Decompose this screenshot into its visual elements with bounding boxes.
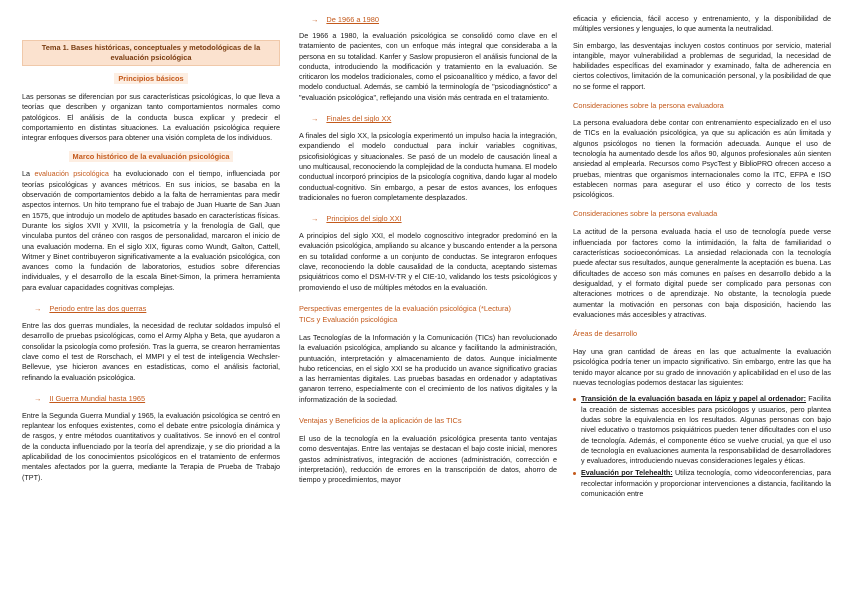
- paragraph-ii-guerra: Entre la Segunda Guerra Mundial y 1965, la evaluación psicológica se centró en replantear los enfoques existentes, como el debate entre psicología dinámica y de rasgos, y entre métodos cuantitativos y cualitativos. Se innovó en el control de la conducta influenciado por la teoría del aprendizaje, y se dio prioridad a la aplicabilidad de los conocimientos psicológicos en el tratamiento de enfermos mentales afectados por la guerra, mediante la Terapia de Prueba de Trabajo (TPT).: [22, 410, 280, 482]
- heading-persona-evaluadora: Consideraciones sobre la persona evaluadora: [573, 101, 724, 111]
- heading-1966-1980: → De 1966 a 1980: [311, 15, 379, 24]
- paragraph-desventajas: Sin embargo, las desventajas incluyen costos continuos por servicio, material intangible, mayor vulnerabilidad a problemas de seguridad, la necesidad de habilidades específicas del examinador y examinado, falta de adherencia en ciertos colectivos, limitación de la comunicación personal, y la posibilidad de que no se forme el rapport.: [573, 40, 831, 91]
- heading-finales-siglo-xx: → Finales del siglo XX: [311, 114, 392, 124]
- topic-title: Tema 1. Bases históricas, conceptuales y metodológicas de la evaluación psicológica: [22, 40, 280, 66]
- heading-areas-desarrollo: Áreas de desarrollo: [573, 329, 638, 339]
- paragraph-ventajas-cont: eficacia y eficiencia, fácil acceso y entrenamiento, y la disponibilidad de múltiples versiones y lenguajes, lo que aumenta la neutralidad.: [573, 14, 831, 34]
- list-item: Transición de la evaluación basada en lápiz y papel al ordenador: Facilita la creación de sistemas accesibles para psicólogos y usuarios, pero plantea dudas sobre la equivalencia en los resultados. Algunas personas con bajo nivel educativo o trastornos psiquiátricos pueden tener dificultades con el uso de tecnología. Además, el componente ético se vuelve crucial, ya que el uso de tecnología en evaluaciones aumenta la responsabilidad de desarrolladores y evaluadores, introduciendo nuevas consideraciones legales y éticas.: [573, 394, 831, 466]
- paragraph-persona-evaluada: La actitud de la persona evaluada hacia el uso de tecnología puede verse influenciada por factores como la intimidación, la falta de familiaridad o características socioeconómicas. La ansiedad relacionada con la tecnología puede afectar sus resultados, aunque generalmente la aceptación es buena. Las dificultades de acceso son más comunes en países en desarrollo debido a la desigualdad, y el formato digital puede ser complicado para personas con alteraciones motrices o de aprendizaje. No obstante, la tecnología puede aumentar la motivación en personas con baja disposición, haciendo las evaluaciones más accesibles y atractivas.: [573, 227, 831, 319]
- heading-entre-guerras: → Periodo entre las dos guerras: [34, 304, 147, 314]
- column-right: [573, 0, 831, 599]
- heading-persona-evaluada: Consideraciones sobre la persona evaluada: [573, 209, 718, 219]
- heading-perspectivas: Perspectivas emergentes de la evaluación psicológica (*Lectura): [299, 303, 511, 313]
- arrow-icon: →: [34, 393, 42, 403]
- paragraph-entre-guerras: Entre las dos guerras mundiales, la necesidad de reclutar soldados impulsó el desarrollo de pruebas psicológicas, como el Army Alpha y Beta, que ayudaron a consolidar la psicología como profesión. Tras la guerra, se crearon herramientas clave como el test de Rorschach, el MMPI y el test de inteligencia Wechsler-Bellevue, yse hicieron avances en estadísticas, como el análisis factorial, refinando la evaluación psicológica.: [22, 321, 280, 382]
- heading-principios: Principios básicos: [114, 73, 187, 84]
- heading-ventajas: Ventajas y Beneficios de la aplicación de las TICs: [299, 416, 462, 426]
- paragraph-persona-evaluadora: La persona evaluadora debe contar con entrenamiento especializado en el uso de TICs en la evaluación psicológica, ya que su aplicación es aún limitada y algunos psicólogos no tienen la formación adecuada. Aunque el uso de tecnología ha aumentado desde los años 90, algunos profesionales aún sienten ansiedad al emplearla. Recursos como PsycTest y BiblioPRO ofrecen acceso a pruebas, mientras que organismos internacionales como la ITC, EFPA e ISO establecen normas para asegurar el uso ético y correcto de los tests psicológicos.: [573, 118, 831, 200]
- paragraph-areas-desarrollo: Hay una gran cantidad de áreas en las que actualmente la evaluación psicológica podría tener un impacto significativo. Sin embargo, entre las que ha tenido mayor alcance por su grado de innovación y aplicabilidad en el uso de las nuevas tecnologías podemos destacar las siguientes:: [573, 347, 831, 388]
- paragraph-tics: Las Tecnologías de la Información y la Comunicación (TICs) han revolucionado la evaluación psicológica, ampliando su alcance y facilitando la administración, puntuación, interpretación y almacenamiento de datos. Aunque inicialmente hubo reticencias, en el siglo XXI se ha producido un avance significativo gracias a las herramientas digitales. Las pruebas basadas en ordenador y adaptativas ganaron terreno, especialmente con el crecimiento de los nativos digitales y la informatización de la sociedad.: [299, 332, 557, 404]
- heading-tics: TICs y Evaluación psicológica: [299, 314, 398, 324]
- heading-marco-historico: Marco histórico de la evaluación psicológica: [69, 151, 234, 162]
- paragraph-siglo-xxi: A principios del siglo XXI, el modelo cognoscitivo integrador predominó en la evaluación psicológica, ampliando su alcance y buscando entender a la persona en su totalidad conforme a un conjunto de conductas. Se integraron enfoques clave, reconociendo la doble causalidad de la conducta, aceptando sistemas psiquiátricos como el DSM-IV-TR y el CIE-10, validando los tests psicológicos y promoviendo el uso de múltiples métodos en la evaluación.: [299, 231, 557, 292]
- paragraph-principios: Las personas se diferencian por sus características psicológicas, lo que lleva a teorías que describen y organizan tanto comportamientos normales como patológicos. El análisis de la conducta busca explicar y predecir el comportamiento en distintas situaciones. La evaluación psicológica requiere integrar enfoques diversos para obtener una visión completa de los individuos.: [22, 92, 280, 143]
- heading-siglo-xxi: → Principios del siglo XXI: [311, 214, 402, 224]
- list-item: Evaluación por Telehealth: Utiliza tecnología, como videoconferencias, para recolectar información y proporcionar intervenciones a distancia, facilitando la comunicación entre: [573, 468, 831, 499]
- arrow-icon: →: [311, 114, 319, 124]
- paragraph-ventajas: El uso de la tecnología en la evaluación psicológica presenta tanto ventajas como desventajas. Entre las ventajas se destacan el bajo coste inicial, menores gastos administrativos, integración de acciones (administración, corrección e interpretación), reducción de errores en la transcripción de datos, ahorro de tiempo y procedimientos, mayor: [299, 434, 557, 485]
- highlight-term: evaluación psicológica: [34, 169, 109, 179]
- paragraph-finales-siglo-xx: A finales del siglo XX, la psicología experimentó un impulso hacia la integración, expandiendo el modelo conductual para incluir variables cognitivas, psicofisiológicas y situacionales. Se pasó de un modelo de causación lineal a uno multicausal, reconociendo la complejidad de la conducta humana. El modelo conductual incorporó principios de la psicología cognitiva, dando lugar al modelo conductual-cognitivo. Sin embargo, a pesar de estos avances, los enfoques tradicionales no fueron completamente desplazados.: [299, 131, 557, 202]
- paragraph-marco-historico: La evaluación psicológica ha evolucionado con el tiempo, influenciada por teorías psicológicas y avances métricos. En sus inicios, se basaba en la observación de comportamientos debido a la falta de herramientas para medir aspectos internos. Un hito temprano fue el trabajo de Juan Huarte de San Juan en 1575, que introdujo un modelo de aptitudes basado en características físicas. Durante los siglos XVII y XVIII, la psicometría y la frenología de Gall, que vinculaba puntos del cráneo con rasgos de personalidad, marcaron el inicio de una evaluación moderna. En el siglo XIX, figuras como Wundt, Galton, Cattell, Witmer y Binet contribuyeron significativamente a la evaluación psicológica, con avances como la fundación de laboratorios, estudios sobre diferencias individuales, y el desarrollo de la escala Binet-Simon, la primera herramienta para evaluar capacidades cognitivas complejas.: [22, 169, 280, 292]
- arrow-icon: →: [34, 304, 42, 314]
- column-left: [22, 0, 280, 599]
- column-middle: [299, 0, 557, 599]
- paragraph-1966-1980: De 1966 a 1980, la evaluación psicológica se consolidó como clave en el tratamiento de pacientes, con un enfoque más integral que consideraba a la persona en su totalidad. Kanfer y Saslow propusieron el análisis funcional de la conducta, introduciendo la modificación y tratamiento en la evaluación. Se criticaron los modelos tradicionales, como el psicoanalítico y médico, a favor del modelo conductual. Además, se cambió la terminología de "psicodiagnóstico" a "evaluación psicológica", reflejando una visión más centrada en el tratamiento.: [299, 31, 557, 102]
- heading-ii-guerra: → II Guerra Mundial hasta 1965: [34, 393, 146, 403]
- arrow-icon: →: [311, 214, 319, 224]
- arrow-icon: →: [311, 15, 319, 24]
